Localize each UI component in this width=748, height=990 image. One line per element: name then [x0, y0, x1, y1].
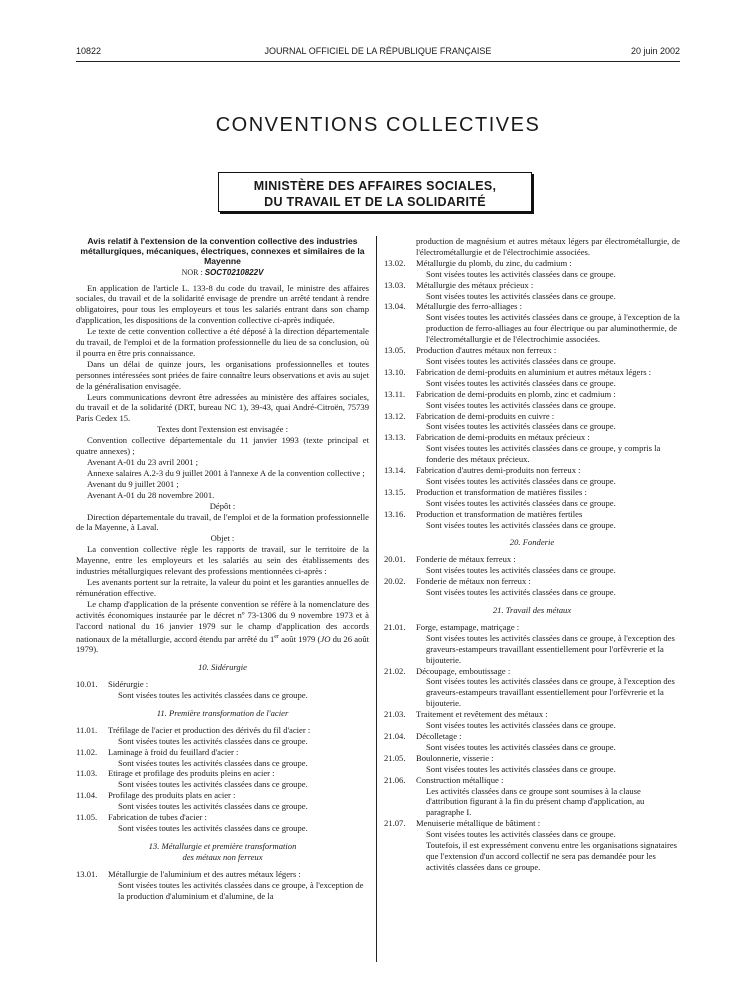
entry-title: Métallurgie des ferro-alliages :: [416, 301, 523, 312]
entry-desc: Sont visées toutes les activités classées dans ce groupe.: [118, 822, 308, 833]
entry-title: Fabrication de demi-produits en cuivre :: [416, 410, 555, 421]
issue-date: 20 juin 2002: [630, 46, 680, 56]
texte-item: Avenant A-01 du 23 avril 2001 ;: [87, 457, 199, 468]
entry-title: Production et transformation de matières fertiles: [416, 508, 583, 519]
entry-number: 13.01.: [76, 868, 98, 879]
entry-number: 10.01.: [76, 679, 98, 690]
entry-desc: Sont visées toutes les activités classées dans ce groupe.: [426, 497, 616, 508]
entry-number: 13.03.: [384, 279, 406, 290]
list-item: [384, 367, 680, 389]
list-item: [384, 301, 680, 345]
entry-number: 13.11.: [384, 388, 406, 399]
entry-desc: Sont visées toutes les activités classées dans ce groupe.: [426, 829, 616, 840]
depot-text: Direction départementale du travail, de l'emploi et de la formation professionnelle de la Mayenne, à Laval.: [76, 511, 369, 533]
paragraph: Le texte de cette convention collective a été déposé à la direction départementale du travail, de l'emploi et de la formation professionnelle du lieu de sa conclusion, où il pourra en être pris connaissance.: [76, 326, 369, 358]
objet-heading: Objet :: [210, 533, 235, 544]
list-item: [384, 554, 680, 576]
section-heading-21: 21. Travail des métaux: [492, 605, 572, 615]
entry-desc: Sont visées toutes les activités classées dans ce groupe.: [426, 399, 616, 410]
entry-desc: Sont visées toutes les activités classées dans ce groupe.: [426, 587, 616, 598]
avis-title: Avis relatif à l'extension de la convention collective des industries métallurgiques, mécaniques, électriques, connexes et similaires de la Mayenne: [80, 236, 365, 267]
entry-title: Tréfilage de l'acier et production des dérivés du fil d'acier :: [108, 724, 311, 735]
entry-title: Fonderie de métaux ferreux :: [416, 554, 516, 565]
entry-number: 21.05.: [384, 752, 406, 763]
objet-paragraph: Les avenants portent sur la retraite, la valeur du point et les garanties annuelles de rémunération effective.: [76, 576, 369, 598]
paragraph: Leurs communications devront être adressées au ministère des affaires sociales, du travail et de la solidarité (DRT, bureau NC 1), 39-43, quai André-Citroën, 75739 Paris Cedex 15.: [76, 391, 369, 424]
section-heading-13-line-1: 13. Métallurgie et première transformation: [148, 840, 297, 851]
entry-desc: Sont visées toutes les activités classées dans ce groupe, à l'exception des graveurs-estampeurs travaillant essentiellement pour l'orfèvrerie et la bijouterie.: [426, 632, 675, 665]
nor-code: SOCT0210822V: [204, 267, 264, 277]
entry-number: 20.01.: [384, 554, 406, 565]
list-item: [384, 666, 680, 710]
list-item: [76, 812, 369, 834]
list-item: [384, 465, 680, 487]
entry-desc: Sont visées toutes les activités classées dans ce groupe, à l'exception de la production de ferro-alliages au four électrique ou par aluminothermie, de l'électrométallurgie et de l'électrochimie associées.: [426, 312, 680, 345]
entry-number: 13.05.: [384, 345, 406, 356]
objet-paragraph: La convention collective règle les rapports de travail, sur le territoire de la Mayenne, entre les employeurs et les salariés au sein des établissements des industries métallurgiques relevant des professions mentionnées ci-après :: [76, 544, 369, 577]
list-item: [384, 432, 680, 465]
entry-desc: Sont visées toutes les activités classées dans ce groupe, à l'exception des graveurs-estampeurs travaillant essentiellement pour l'orfèvrerie et la bijouterie.: [426, 676, 675, 709]
entry-desc: Sont visées toutes les activités classées dans ce groupe.: [118, 757, 308, 768]
list-item: [384, 258, 680, 280]
entry-desc: Sont visées toutes les activités classées dans ce groupe, à l'exception de la production d'aluminium et d'alumine, de la: [118, 879, 364, 901]
page-number: 10822: [76, 46, 102, 56]
entry-number: 21.04.: [384, 730, 406, 741]
entry-number: 21.02.: [384, 665, 406, 676]
entry-number: 11.03.: [76, 768, 98, 779]
list-item: [384, 345, 680, 367]
list-item: [76, 725, 369, 747]
entry-title: Production et transformation de matières fissiles :: [416, 486, 587, 497]
entry-number: 21.01.: [384, 621, 406, 632]
entry-number: 13.12.: [384, 410, 406, 421]
entry-number: 11.01.: [76, 724, 98, 735]
depot-heading: Dépôt :: [209, 500, 236, 511]
entry-title: Fonderie de métaux non ferreux :: [416, 576, 531, 587]
list-item: [384, 775, 680, 819]
list-item: [384, 622, 680, 666]
section-heading-10: 10. Sidérurgie: [198, 662, 247, 673]
list-item: [76, 679, 369, 701]
champ-text-3: du 26 août 1979).: [76, 633, 370, 655]
paragraph: En application de l'article L. 133-8 du code du travail, le ministre des affaires sociales, du travail et de la solidarité envisage de prendre un arrêté tendant à rendre obligatoires, pour tous les employeurs et tous les salariés entrant dans son champ d'application, les dispositions de la convention collective ci-après indiquée.: [76, 282, 369, 326]
entry-title: Fabrication de demi-produits en plomb, zinc et cadmium :: [416, 388, 616, 399]
entry-number: 11.04.: [76, 790, 98, 801]
entry-desc: Sont visées toutes les activités classées dans ce groupe.: [426, 741, 616, 752]
list-item: [76, 747, 369, 769]
list-item: [384, 731, 680, 753]
page-title: CONVENTIONS COLLECTIVES: [215, 114, 541, 136]
list-item: [384, 389, 680, 411]
section-heading-13: [76, 841, 369, 863]
entry-title: Métallurgie des métaux précieux :: [416, 279, 534, 290]
list-item: [384, 280, 680, 302]
champ-text-1: Le champ d'application de la présente convention se réfère à la nomenclature des activités économiques instaurée par le décret nº 73-1306 du 9 novembre 1973 et à l'accord national du 16 janvier 1979 sur le champ d'application des accords nationaux de la métallurgie, accord étendu par arrêté du 1: [76, 598, 369, 644]
entry-number: 13.04.: [384, 301, 406, 312]
entry-title: Fabrication de demi-produits en aluminium et autres métaux légers :: [416, 366, 652, 377]
column-divider: [376, 236, 377, 962]
entry-title: Fabrication de demi-produits en métaux précieux :: [416, 432, 590, 443]
entry-desc: Sont visées toutes les activités classées dans ce groupe.: [426, 290, 616, 301]
champ-sup: er: [274, 633, 279, 640]
entry-title: Construction métallique :: [416, 774, 504, 785]
right-column: [384, 236, 680, 873]
entry-number: 21.06.: [384, 774, 406, 785]
texte-item: Avenant du 9 juillet 2001 ;: [87, 478, 179, 489]
page-header: [76, 46, 680, 60]
entry-desc: Sont visées toutes les activités classées dans ce groupe.: [118, 779, 308, 790]
list-item: [384, 818, 680, 873]
texte-item: Annexe salaires A.2-3 du 9 juillet 2001 à l'annexe A de la convention collective ;: [87, 467, 365, 478]
entry-number: 21.07.: [384, 818, 406, 829]
ministry-line-2: DU TRAVAIL ET DE LA SOLIDARITÉ: [264, 195, 486, 209]
entry-number: 11.05.: [76, 812, 98, 823]
list-item: [76, 790, 369, 812]
entry-desc: Sont visées toutes les activités classées dans ce groupe.: [118, 735, 308, 746]
entry-desc: Sont visées toutes les activités classées dans ce groupe.: [426, 519, 616, 530]
list-item: [384, 753, 680, 775]
entry-desc: Sont visées toutes les activités classées dans ce groupe.: [426, 421, 616, 432]
entry-title: Boulonnerie, visserie :: [416, 752, 494, 763]
entry-number: 13.16.: [384, 508, 406, 519]
entry-desc: Sont visées toutes les activités classées dans ce groupe.: [426, 720, 616, 731]
list-item: [76, 869, 369, 902]
entry-title: Métallurgie de l'aluminium et des autres métaux légers :: [108, 868, 301, 879]
texte-item: Avenant A-01 du 28 novembre 2001.: [87, 489, 215, 500]
paragraph: Dans un délai de quinze jours, les organisations professionnelles et toutes personnes intéressées sont priées de faire connaître leurs observations et avis au sujet de la généralisation envisagée.: [76, 358, 369, 391]
entry-desc: Sont visées toutes les activités classées dans ce groupe.: [426, 475, 616, 486]
entry-number: 13.02.: [384, 257, 406, 268]
entry-title: Métallurgie du plomb, du zinc, du cadmium :: [416, 257, 572, 268]
entry-number: 21.03.: [384, 709, 406, 720]
section-heading-13-line-2: des métaux non ferreux: [182, 851, 263, 862]
entry-title: Fabrication de tubes d'acier :: [108, 812, 207, 823]
entry-number: 13.15.: [384, 486, 406, 497]
list-item: [384, 411, 680, 433]
list-item: [76, 768, 369, 790]
list-item: [384, 509, 680, 531]
nor-reference: [76, 268, 369, 279]
entry-title: Traitement et revêtement des métaux :: [416, 709, 548, 720]
entry-title: Sidérurgie :: [108, 679, 149, 690]
entry-number: 20.02.: [384, 576, 406, 587]
champ-text-2: août 1979 (: [278, 633, 321, 644]
entry-title: Production d'autres métaux non ferreux :: [416, 345, 557, 356]
section-heading-11: 11. Première transformation de l'acier: [156, 707, 289, 718]
ministry-line-1: MINISTÈRE DES AFFAIRES SOCIALES,: [253, 179, 497, 193]
entry-title: Décolletage :: [416, 730, 462, 741]
entry-number: 11.02.: [76, 746, 98, 757]
texte-item: Convention collective départementale du 11 janvier 1993 (texte principal et quatre annexes) ;: [76, 435, 369, 457]
list-item: [384, 576, 680, 598]
list-item: [384, 487, 680, 509]
nor-label: NOR :: [181, 267, 205, 277]
champ-paragraph: [76, 599, 369, 655]
textes-heading: Textes dont l'extension est envisagée :: [156, 424, 288, 435]
list-item: [384, 709, 680, 731]
entry-title: Laminage à froid du feuillard d'acier :: [108, 746, 239, 757]
entry-number: 13.13.: [384, 432, 406, 443]
entry-desc: Sont visées toutes les activités classées dans ce groupe.: [426, 763, 616, 774]
entry-desc: Les activités classées dans ce groupe sont soumises à la clause d'attribution figurant à la fin du présent champ d'application, au paragraphe I.: [426, 785, 645, 818]
entry-title: Menuiserie métallique de bâtiment :: [416, 818, 541, 829]
entry-title: Fabrication d'autres demi-produits non ferreux :: [416, 465, 581, 476]
entry-title: Etirage et profilage des produits pleins en acier :: [108, 768, 275, 779]
ministry-box: [218, 172, 532, 212]
entry-desc: Sont visées toutes les activités classées dans ce groupe.: [118, 801, 308, 812]
entry-desc: Sont visées toutes les activités classées dans ce groupe.: [426, 565, 616, 576]
journal-name: JOURNAL OFFICIEL DE LA RÉPUBLIQUE FRANÇAISE: [264, 46, 492, 56]
continued-text: production de magnésium et autres métaux légers par électrométallurgie, de l'électrométallurgie et de l'électrochimie associées.: [416, 236, 680, 257]
entry-number: 13.14.: [384, 465, 406, 476]
entry-desc: Sont visées toutes les activités classées dans ce groupe.: [426, 268, 616, 279]
entry-title: Découpage, emboutissage :: [416, 665, 511, 676]
entry-desc-2: Toutefois, il est expressément convenu entre les organisations signataires que l'extension d'un accord collectif ne sera pas demandée pour les activités classées dans ce groupe.: [426, 840, 678, 872]
entry-title: Profilage des produits plats en acier :: [108, 790, 236, 801]
entry-number: 13.10.: [384, 366, 406, 377]
entry-title: Forge, estampage, matriçage :: [416, 621, 520, 632]
entry-desc: Sont visées toutes les activités classées dans ce groupe.: [426, 377, 616, 388]
entry-desc: Sont visées toutes les activités classées dans ce groupe, y compris la fonderie des métaux précieux.: [426, 443, 661, 465]
header-rule: [76, 61, 680, 62]
entry-desc: Sont visées toutes les activités classées dans ce groupe.: [426, 355, 616, 366]
section-heading-20: 20. Fonderie: [509, 537, 555, 548]
champ-jo: JO: [320, 633, 331, 644]
entry-desc: Sont visées toutes les activités classées dans ce groupe.: [118, 690, 308, 700]
left-column: [76, 236, 369, 901]
